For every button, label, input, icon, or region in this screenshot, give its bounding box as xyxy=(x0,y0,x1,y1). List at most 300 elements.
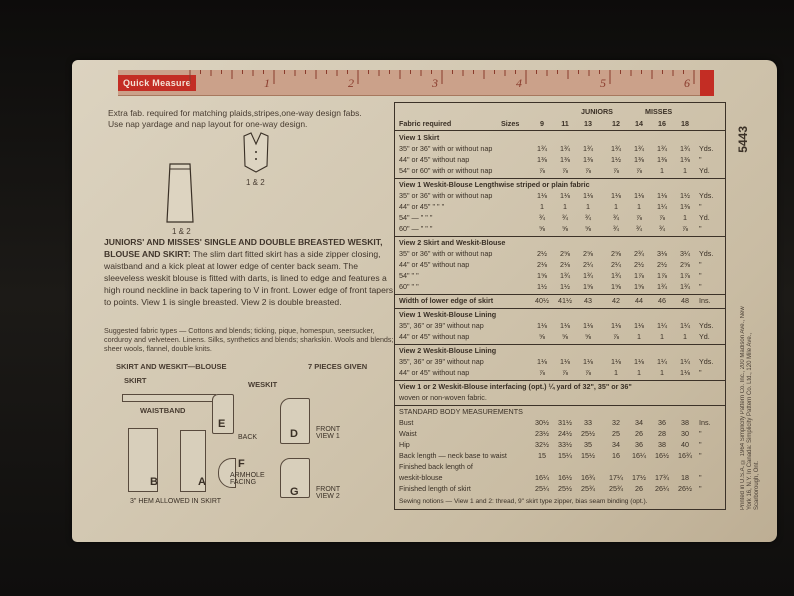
chart-cell: ⅞ xyxy=(585,166,591,175)
chart-row xyxy=(395,213,725,222)
chart-row xyxy=(395,260,725,269)
chart-cell: 25¾ xyxy=(581,484,595,493)
size-col: 12 xyxy=(612,119,620,128)
chart-row-label: View 1 Skirt xyxy=(399,133,440,142)
chart-cell: 33 xyxy=(584,418,592,427)
chart-row-label: STANDARD BODY MEASUREMENTS xyxy=(399,407,523,416)
chart-unit: " xyxy=(699,260,702,269)
ruler-number: 4 xyxy=(516,76,522,90)
chart-cell: 1⅛ xyxy=(611,321,621,330)
chart-cell: 1¾ xyxy=(680,144,690,153)
chart-cell: ⅞ xyxy=(562,368,568,377)
chart-unit: " xyxy=(699,451,702,460)
chart-row xyxy=(395,429,725,438)
chart-row-label: 44" or 45" without nap xyxy=(399,332,470,341)
chart-cell: 36 xyxy=(635,440,643,449)
fabric-required-label: Fabric required xyxy=(399,119,452,128)
chart-cell: 1⅛ xyxy=(583,191,593,200)
chart-cell: 1⅛ xyxy=(583,321,593,330)
chart-cell: 1⅛ xyxy=(634,191,644,200)
waistband-label: WAISTBAND xyxy=(140,406,186,415)
chart-cell: 1¼ xyxy=(680,321,690,330)
chart-cell: 28 xyxy=(658,429,666,438)
chart-cell: 1 xyxy=(637,368,641,377)
chart-cell: 16 xyxy=(612,451,620,460)
juniors-header: JUNIORS xyxy=(581,107,613,116)
chart-cell: 1 xyxy=(614,368,618,377)
chart-row-label: Waist xyxy=(399,429,417,438)
chart-cell: 1½ xyxy=(560,282,570,291)
size-col: 11 xyxy=(561,119,569,128)
chart-cell: 1⅛ xyxy=(583,357,593,366)
chart-cell: 1¾ xyxy=(611,271,621,280)
chart-unit: Yd. xyxy=(699,213,710,222)
chart-cell: 1⅞ xyxy=(657,271,667,280)
chart-cell: 18 xyxy=(681,473,689,482)
chart-cell: 1 xyxy=(660,166,664,175)
chart-row-label: 54" — " " " xyxy=(399,213,433,222)
size-col: 18 xyxy=(681,119,689,128)
chart-cell: 16½ xyxy=(558,473,572,482)
chart-unit: " xyxy=(699,473,702,482)
chart-row-label: 35" or 36" with or without nap xyxy=(399,144,493,153)
chart-row-label: View 2 Skirt and Weskit-Blouse xyxy=(399,238,506,247)
description-body: The slim dart fitted skirt has a side zipper closing, waistband and a kick pleat at lower edge of center back seam. The sleeveless weskit blouse is fitted with darts, is lined to edge and features a high round neckline in back tapering to V in front. Lower edge of front tapers to points. View 1 is single breasted. View 2 is double breasted. xyxy=(104,249,394,307)
chart-cell: 32 xyxy=(612,418,620,427)
copyright-print: Printed in U.S.A. © 1964 Simplicity Pattern Co. Inc., 200 Madison Ave., New York 16, N.Y. In Canada: Simplicity Pattern Co. Ltd., 120 Mile Ave., Scarborough, Ont. xyxy=(740,306,760,510)
waistband-piece xyxy=(122,394,216,402)
chart-row-label: View 2 Weskit-Blouse Lining xyxy=(399,346,497,355)
chart-unit: Yds. xyxy=(699,357,714,366)
chart-unit: " xyxy=(699,440,702,449)
ruler-ticks xyxy=(118,70,714,96)
chart-cell: 1½ xyxy=(537,282,547,291)
back-label: BACK xyxy=(238,434,258,441)
chart-cell: 1¾ xyxy=(657,282,667,291)
chart-cell: 2⅝ xyxy=(560,249,570,258)
chart-row xyxy=(395,393,725,402)
chart-cell: 2⅝ xyxy=(680,260,690,269)
front-view2-label: FRONT VIEW 2 xyxy=(316,486,340,500)
chart-cell: 1 xyxy=(586,202,590,211)
chart-cell: 1⅛ xyxy=(680,368,690,377)
chart-unit: " xyxy=(699,429,702,438)
chart-cell: ⅝ xyxy=(585,224,591,233)
chart-cell: 30 xyxy=(681,429,689,438)
suggested-fabric-types: Suggested fabric types — Cottons and blends; ticking, pique, homespun, seersucker, corduroy and velveteen. Linens. Silks, synthetics and blends; sharkskin. Wools and blends; sheer wools, flannel, double knits. xyxy=(104,326,394,353)
piece-letter-a: A xyxy=(198,476,206,488)
piece-letter-f: F xyxy=(238,458,245,470)
chart-cell: ⅝ xyxy=(562,332,568,341)
chart-cell: 2¾ xyxy=(634,249,644,258)
chart-cell: 1⅜ xyxy=(657,155,667,164)
chart-cell: 1⅞ xyxy=(680,271,690,280)
chart-cell: 48 xyxy=(681,296,689,305)
chart-cell: 1⅛ xyxy=(611,357,621,366)
chart-row-label: 44" or 45" " " " xyxy=(399,202,445,211)
chart-cell: ⅝ xyxy=(562,224,568,233)
chart-rule xyxy=(395,294,725,295)
hem-note: 3" HEM ALLOWED IN SKIRT xyxy=(130,498,222,505)
chart-unit: " xyxy=(699,282,702,291)
chart-cell: ¾ xyxy=(613,224,619,233)
chart-cell: 26¼ xyxy=(655,484,669,493)
chart-cell: 1¾ xyxy=(560,271,570,280)
chart-cell: ¾ xyxy=(562,213,568,222)
chart-cell: 1⅝ xyxy=(634,282,644,291)
chart-cell: 32½ xyxy=(535,440,549,449)
chart-rule xyxy=(395,405,725,406)
chart-row xyxy=(395,440,725,449)
chart-cell: 26½ xyxy=(678,484,692,493)
chart-unit: " xyxy=(699,368,702,377)
chart-row-label: 35", 36" or 39" without nap xyxy=(399,357,484,366)
sewing-notions-text: Sewing notions — View 1 and 2: thread, 9" skirt type zipper, bias seam binding (opt.). xyxy=(399,498,648,505)
chart-cell: 17¾ xyxy=(655,473,669,482)
chart-cell: 1¼ xyxy=(657,357,667,366)
chart-unit: " xyxy=(699,484,702,493)
chart-row xyxy=(395,484,725,493)
chart-row xyxy=(395,191,725,200)
chart-rule xyxy=(395,344,725,345)
ruler-number: 2 xyxy=(348,76,354,90)
chart-cell: ⅝ xyxy=(539,332,545,341)
chart-cell: 2½ xyxy=(657,260,667,269)
chart-cell: 1⅛ xyxy=(560,321,570,330)
chart-cell: ⅞ xyxy=(613,166,619,175)
intro-text xyxy=(108,108,398,130)
piece-letter-b: B xyxy=(150,476,158,488)
chart-row-label: 35" or 36" with or without nap xyxy=(399,191,493,200)
chart-row xyxy=(395,462,725,471)
chart-rule xyxy=(395,236,725,237)
chart-cell: 1⅛ xyxy=(634,321,644,330)
chart-row xyxy=(395,166,725,175)
chart-cell: 1⅛ xyxy=(537,357,547,366)
chart-row-label: weskit-blouse xyxy=(399,473,443,482)
chart-cell: 25¾ xyxy=(609,484,623,493)
chart-cell: ⅞ xyxy=(659,213,665,222)
chart-cell: 1 xyxy=(683,166,687,175)
chart-row xyxy=(395,473,725,482)
chart-cell: 44 xyxy=(635,296,643,305)
chart-cell: 2½ xyxy=(634,260,644,269)
sewing-notions xyxy=(395,497,725,506)
chart-row xyxy=(395,382,725,391)
chart-row xyxy=(395,133,725,142)
chart-cell: 17½ xyxy=(632,473,646,482)
ruler-end-tab xyxy=(700,70,714,96)
chart-row-label: View 1 Weskit-Blouse Lengthwise striped or plain fabric xyxy=(399,180,590,189)
ruler-number: 6 xyxy=(684,76,690,90)
chart-rule xyxy=(395,380,725,381)
chart-cell: ¾ xyxy=(636,224,642,233)
chart-cell: 2⅝ xyxy=(583,249,593,258)
chart-row-label: 35" or 36" with or without nap xyxy=(399,249,493,258)
piece-letter-e: E xyxy=(218,418,226,430)
chart-cell: 1⅝ xyxy=(611,282,621,291)
chart-row-label: 44" or 45" without nap xyxy=(399,368,470,377)
chart-cell: 1¼ xyxy=(680,357,690,366)
chart-cell: 1 xyxy=(637,332,641,341)
intro-line-1: Extra fab. required for matching plaids,stripes,one-way design fabs. xyxy=(108,108,362,118)
chart-cell: 1¾ xyxy=(611,144,621,153)
chart-cell: 1⅛ xyxy=(634,357,644,366)
chart-row xyxy=(395,310,725,319)
chart-cell: 17¼ xyxy=(609,473,623,482)
chart-cell: 1¾ xyxy=(583,271,593,280)
chart-cell: 31½ xyxy=(558,418,572,427)
size-col: 14 xyxy=(635,119,643,128)
piece-letter-g: G xyxy=(290,486,299,498)
chart-cell: 38 xyxy=(658,440,666,449)
chart-cell: 1⅝ xyxy=(537,271,547,280)
chart-cell: 1¾ xyxy=(680,282,690,291)
chart-cell: 1 xyxy=(540,202,544,211)
chart-cell: 40½ xyxy=(535,296,549,305)
pieces-weskit-label: WESKIT xyxy=(248,380,278,389)
chart-cell: 43 xyxy=(584,296,592,305)
chart-cell: 1¼ xyxy=(657,321,667,330)
misses-header: MISSES xyxy=(645,107,673,116)
chart-cell: 16¾ xyxy=(581,473,595,482)
chart-rule xyxy=(395,130,725,131)
chart-cell: 15¼ xyxy=(558,451,572,460)
chart-cell: 1⅛ xyxy=(560,191,570,200)
chart-cell: 23½ xyxy=(535,429,549,438)
chart-row xyxy=(395,238,725,247)
chart-cell: 1 xyxy=(563,202,567,211)
chart-cell: ¾ xyxy=(659,224,665,233)
chart-cell: 16½ xyxy=(655,451,669,460)
chart-row xyxy=(395,180,725,189)
chart-unit: " xyxy=(699,224,702,233)
chart-cell: 1¾ xyxy=(657,144,667,153)
quick-measure-badge: Quick Measure xyxy=(118,75,196,91)
chart-cell: 40 xyxy=(681,440,689,449)
chart-cell: 46 xyxy=(658,296,666,305)
chart-cell: ⅞ xyxy=(585,368,591,377)
chart-cell: 34 xyxy=(635,418,643,427)
chart-cell: 1⅛ xyxy=(537,191,547,200)
chart-unit: Yds. xyxy=(699,144,714,153)
chart-cell: 1 xyxy=(637,202,641,211)
chart-row xyxy=(395,451,725,460)
chart-cell: 30½ xyxy=(535,418,549,427)
quick-measure-ruler xyxy=(118,70,714,96)
chart-header-groups xyxy=(395,107,725,116)
size-col: 16 xyxy=(658,119,666,128)
chart-cell: 3¼ xyxy=(680,249,690,258)
chart-cell: 2⅝ xyxy=(611,249,621,258)
intro-line-2: Use nap yardage and nap layout for one-way design. xyxy=(108,119,308,129)
chart-unit: " xyxy=(699,271,702,280)
chart-rule xyxy=(395,308,725,309)
armhole-facing-label: ARMHOLE FACING xyxy=(230,472,265,486)
chart-unit: Yds. xyxy=(699,191,714,200)
chart-cell: ⅞ xyxy=(636,166,642,175)
sizes-label: Sizes xyxy=(501,119,520,128)
chart-unit: Yd. xyxy=(699,166,710,175)
chart-cell: ⅞ xyxy=(562,166,568,175)
chart-row-label: 54" or 60" with or without nap xyxy=(399,166,493,175)
chart-cell: 1 xyxy=(683,332,687,341)
chart-unit: Yds. xyxy=(699,321,714,330)
chart-cell: 1⅜ xyxy=(583,155,593,164)
chart-unit: Ins. xyxy=(699,296,711,305)
pattern-number: 5443 xyxy=(736,126,750,153)
chart-unit: Yds. xyxy=(699,249,714,258)
front-view1-label: FRONT VIEW 1 xyxy=(316,426,340,440)
chart-row-label: Finished back length of xyxy=(399,462,473,471)
chart-cell: 2½ xyxy=(537,249,547,258)
chart-row xyxy=(395,282,725,291)
ruler-number: 1 xyxy=(264,76,270,90)
chart-cell: ¾ xyxy=(539,213,545,222)
pieces-skirt-label: SKIRT xyxy=(124,376,147,385)
chart-cell: 34 xyxy=(612,440,620,449)
chart-cell: 42 xyxy=(612,296,620,305)
chart-row xyxy=(395,202,725,211)
chart-cell: 1⅛ xyxy=(560,357,570,366)
chart-row xyxy=(395,249,725,258)
chart-header-sizes xyxy=(395,119,725,128)
blouse-sketch-label: 1 & 2 xyxy=(246,178,265,187)
chart-row-label: View 1 Weskit-Blouse Lining xyxy=(399,310,497,319)
chart-row-label: Finished length of skirt xyxy=(399,484,471,493)
chart-row xyxy=(395,332,725,341)
chart-cell: 38 xyxy=(681,418,689,427)
chart-cell: 1¾ xyxy=(537,144,547,153)
chart-cell: 16¾ xyxy=(678,451,692,460)
chart-unit: " xyxy=(699,155,702,164)
chart-cell: 1 xyxy=(660,332,664,341)
chart-cell: 1⅛ xyxy=(657,191,667,200)
chart-cell: 1¾ xyxy=(560,144,570,153)
chart-cell: 1⅝ xyxy=(583,282,593,291)
chart-cell: 15½ xyxy=(581,451,595,460)
chart-cell: 2¼ xyxy=(583,260,593,269)
chart-cell: 1 xyxy=(683,213,687,222)
chart-row-label: Back length — neck base to waist xyxy=(399,451,507,460)
chart-cell: 25 xyxy=(612,429,620,438)
pattern-description xyxy=(104,236,394,308)
chart-row xyxy=(395,224,725,233)
chart-cell: 1⅜ xyxy=(634,155,644,164)
chart-cell: 15 xyxy=(538,451,546,460)
pieces-given: 7 PIECES GIVEN xyxy=(308,362,368,371)
skirt-sketch xyxy=(160,160,200,228)
chart-cell: 1¾ xyxy=(583,144,593,153)
chart-cell: 2¼ xyxy=(611,260,621,269)
pieces-title: SKIRT AND WESKIT—BLOUSE xyxy=(116,362,227,371)
size-col: 9 xyxy=(540,119,544,128)
piece-letter-d: D xyxy=(290,428,298,440)
chart-cell: 16¼ xyxy=(535,473,549,482)
chart-cell: ⅝ xyxy=(585,332,591,341)
chart-row-label: 44" or 45" without nap xyxy=(399,260,470,269)
description-title: JUNIORS' AND MISSES' SINGLE AND DOUBLE BREASTED WESKIT, BLOUSE AND SKIRT: xyxy=(104,237,383,259)
chart-unit: Yd. xyxy=(699,332,710,341)
chart-cell: 1⅜ xyxy=(680,202,690,211)
chart-row-label: Width of lower edge of skirt xyxy=(399,296,494,305)
chart-row-label: 35", 36" or 39" without nap xyxy=(399,321,484,330)
chart-row-label: 60" " " xyxy=(399,282,419,291)
chart-cell: 25½ xyxy=(558,484,572,493)
chart-cell: 1½ xyxy=(611,155,621,164)
ruler-number: 3 xyxy=(432,76,438,90)
chart-cell: 1⅛ xyxy=(611,191,621,200)
size-col: 13 xyxy=(584,119,592,128)
chart-cell: 35 xyxy=(584,440,592,449)
chart-row xyxy=(395,155,725,164)
chart-cell: 1½ xyxy=(680,191,690,200)
chart-cell: ⅞ xyxy=(539,368,545,377)
chart-row-label: Bust xyxy=(399,418,414,427)
chart-cell: 1⅞ xyxy=(634,271,644,280)
chart-row xyxy=(395,296,725,305)
chart-cell: 26 xyxy=(635,484,643,493)
chart-row-label: 54" " " xyxy=(399,271,419,280)
chart-row xyxy=(395,368,725,377)
chart-cell: 26 xyxy=(635,429,643,438)
chart-cell: ⅞ xyxy=(539,166,545,175)
chart-cell: 3⅛ xyxy=(657,249,667,258)
chart-unit: " xyxy=(699,202,702,211)
chart-cell: 1 xyxy=(660,368,664,377)
chart-cell: 1¼ xyxy=(657,202,667,211)
chart-cell: 1⅜ xyxy=(680,155,690,164)
chart-row xyxy=(395,418,725,427)
chart-cell: ⅞ xyxy=(682,224,688,233)
chart-cell: 1⅛ xyxy=(537,321,547,330)
chart-row-label: View 1 or 2 Weskit-Blouse interfacing (opt.) ¼ yard of 32", 35" or 36" xyxy=(399,382,632,391)
chart-cell: ⅞ xyxy=(636,213,642,222)
chart-cell: 36 xyxy=(658,418,666,427)
chart-row xyxy=(395,321,725,330)
chart-row xyxy=(395,271,725,280)
chart-cell: 1⅜ xyxy=(537,155,547,164)
chart-cell: ⅞ xyxy=(613,332,619,341)
chart-cell: 2⅛ xyxy=(560,260,570,269)
chart-unit: Ins. xyxy=(699,418,711,427)
chart-cell: 41½ xyxy=(558,296,572,305)
chart-cell: 25½ xyxy=(581,429,595,438)
chart-cell: 2⅛ xyxy=(537,260,547,269)
chart-row-label: Hip xyxy=(399,440,410,449)
chart-row xyxy=(395,357,725,366)
blouse-sketch xyxy=(236,130,276,178)
chart-cell: 1 xyxy=(614,202,618,211)
chart-row-label: 60" — " " " xyxy=(399,224,433,233)
chart-rule xyxy=(395,178,725,179)
chart-row xyxy=(395,144,725,153)
chart-row xyxy=(395,407,725,416)
chart-cell: 1⅜ xyxy=(560,155,570,164)
chart-cell: 1¾ xyxy=(634,144,644,153)
yardage-chart xyxy=(394,102,726,510)
chart-cell: ⅝ xyxy=(539,224,545,233)
chart-cell: 25¼ xyxy=(535,484,549,493)
chart-cell: 33½ xyxy=(558,440,572,449)
chart-cell: 24½ xyxy=(558,429,572,438)
pattern-pieces-diagram xyxy=(100,362,400,512)
chart-row-label: 44" or 45" without nap xyxy=(399,155,470,164)
skirt-sketch-label: 1 & 2 xyxy=(172,227,191,236)
chart-row xyxy=(395,346,725,355)
chart-cell: ¾ xyxy=(585,213,591,222)
chart-cell: ¾ xyxy=(613,213,619,222)
